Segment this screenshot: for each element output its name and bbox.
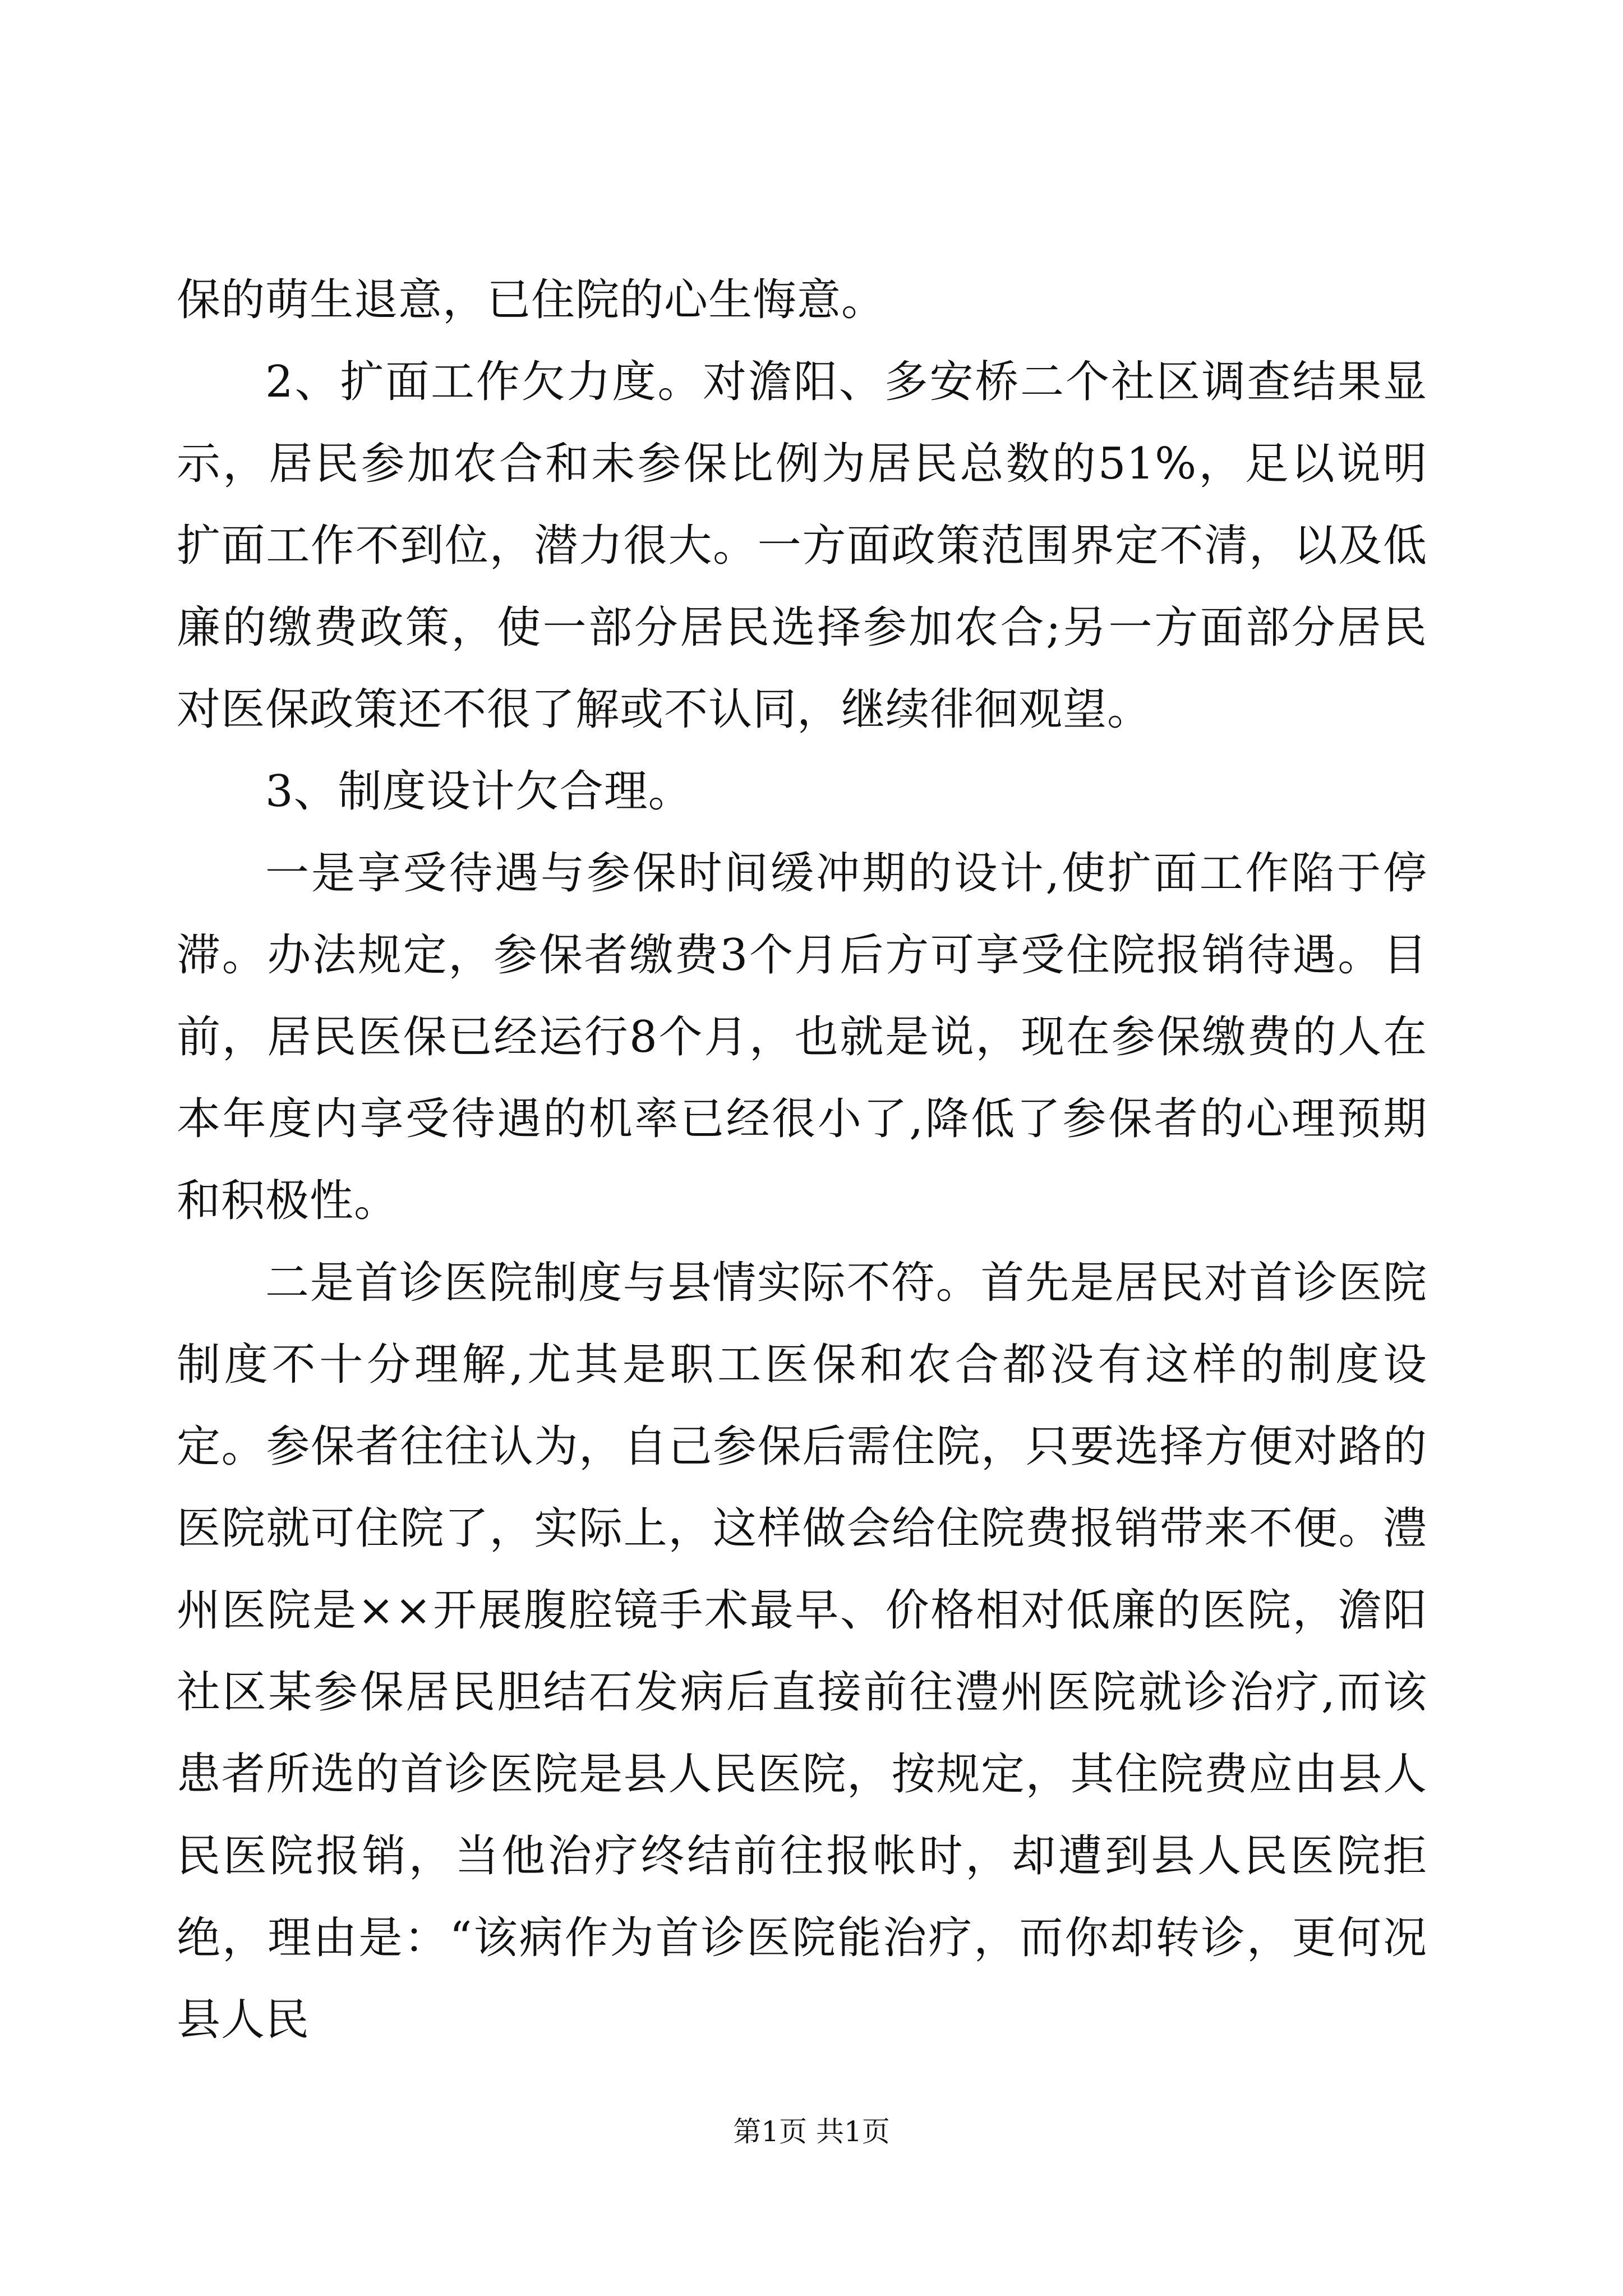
paragraph-1: 保的萌生退意，已住院的心生悔意。 <box>177 275 886 325</box>
paragraph-2: 2、扩面工作欠力度。对澹阳、多安桥二个社区调查结果显示，居民参加农合和未参保比例为居民总数的51%，足以说明扩面工作不到位，潜力很大。一方面政策范围界定不清，以及低廉的缴费政策，使一部分居民选择参加农合;另一方面部分居民对医保政策还不很了解或不认同，继续徘徊观望。 <box>177 357 1427 735</box>
paragraph-5: 二是首诊医院制度与县情实际不符。首先是居民对首诊医院制度不十分理解,尤其是职工医保和农合都没有这样的制度设定。参保者往往认为，自己参保后需住院，只要选择方便对路的医院就可住院了，实际上，这样做会给住院费报销带来不便。澧州医院是××开展腹腔镜手术最早、价格相对低廉的医院，澹阳社区某参保居民胆结石发病后直接前往澧州医院就诊治疗,而该患者所选的首诊医院是县人民医院，按规定，其住院费应由县人民医院报销，当他治疗终结前往报帐时，却遭到县人民医院拒绝，理由是：“该病作为首诊医院能治疗，而你却转诊，更何况县人民 <box>177 1258 1427 2045</box>
page-footer: 第1页 共1页 <box>733 2115 890 2148</box>
document-body <box>177 259 1427 2061</box>
paragraph-3: 3、制度设计欠合理。 <box>265 766 693 817</box>
paragraph-4: 一是享受待遇与参保时间缓冲期的设计,使扩面工作陷于停滞。办法规定，参保者缴费3个月后方可享受住院报销待遇。目前，居民医保已经运行8个月，也就是说，现在参保缴费的人在本年度内享受待遇的机率已经很小了,降低了参保者的心理预期和积极性。 <box>177 848 1427 1226</box>
